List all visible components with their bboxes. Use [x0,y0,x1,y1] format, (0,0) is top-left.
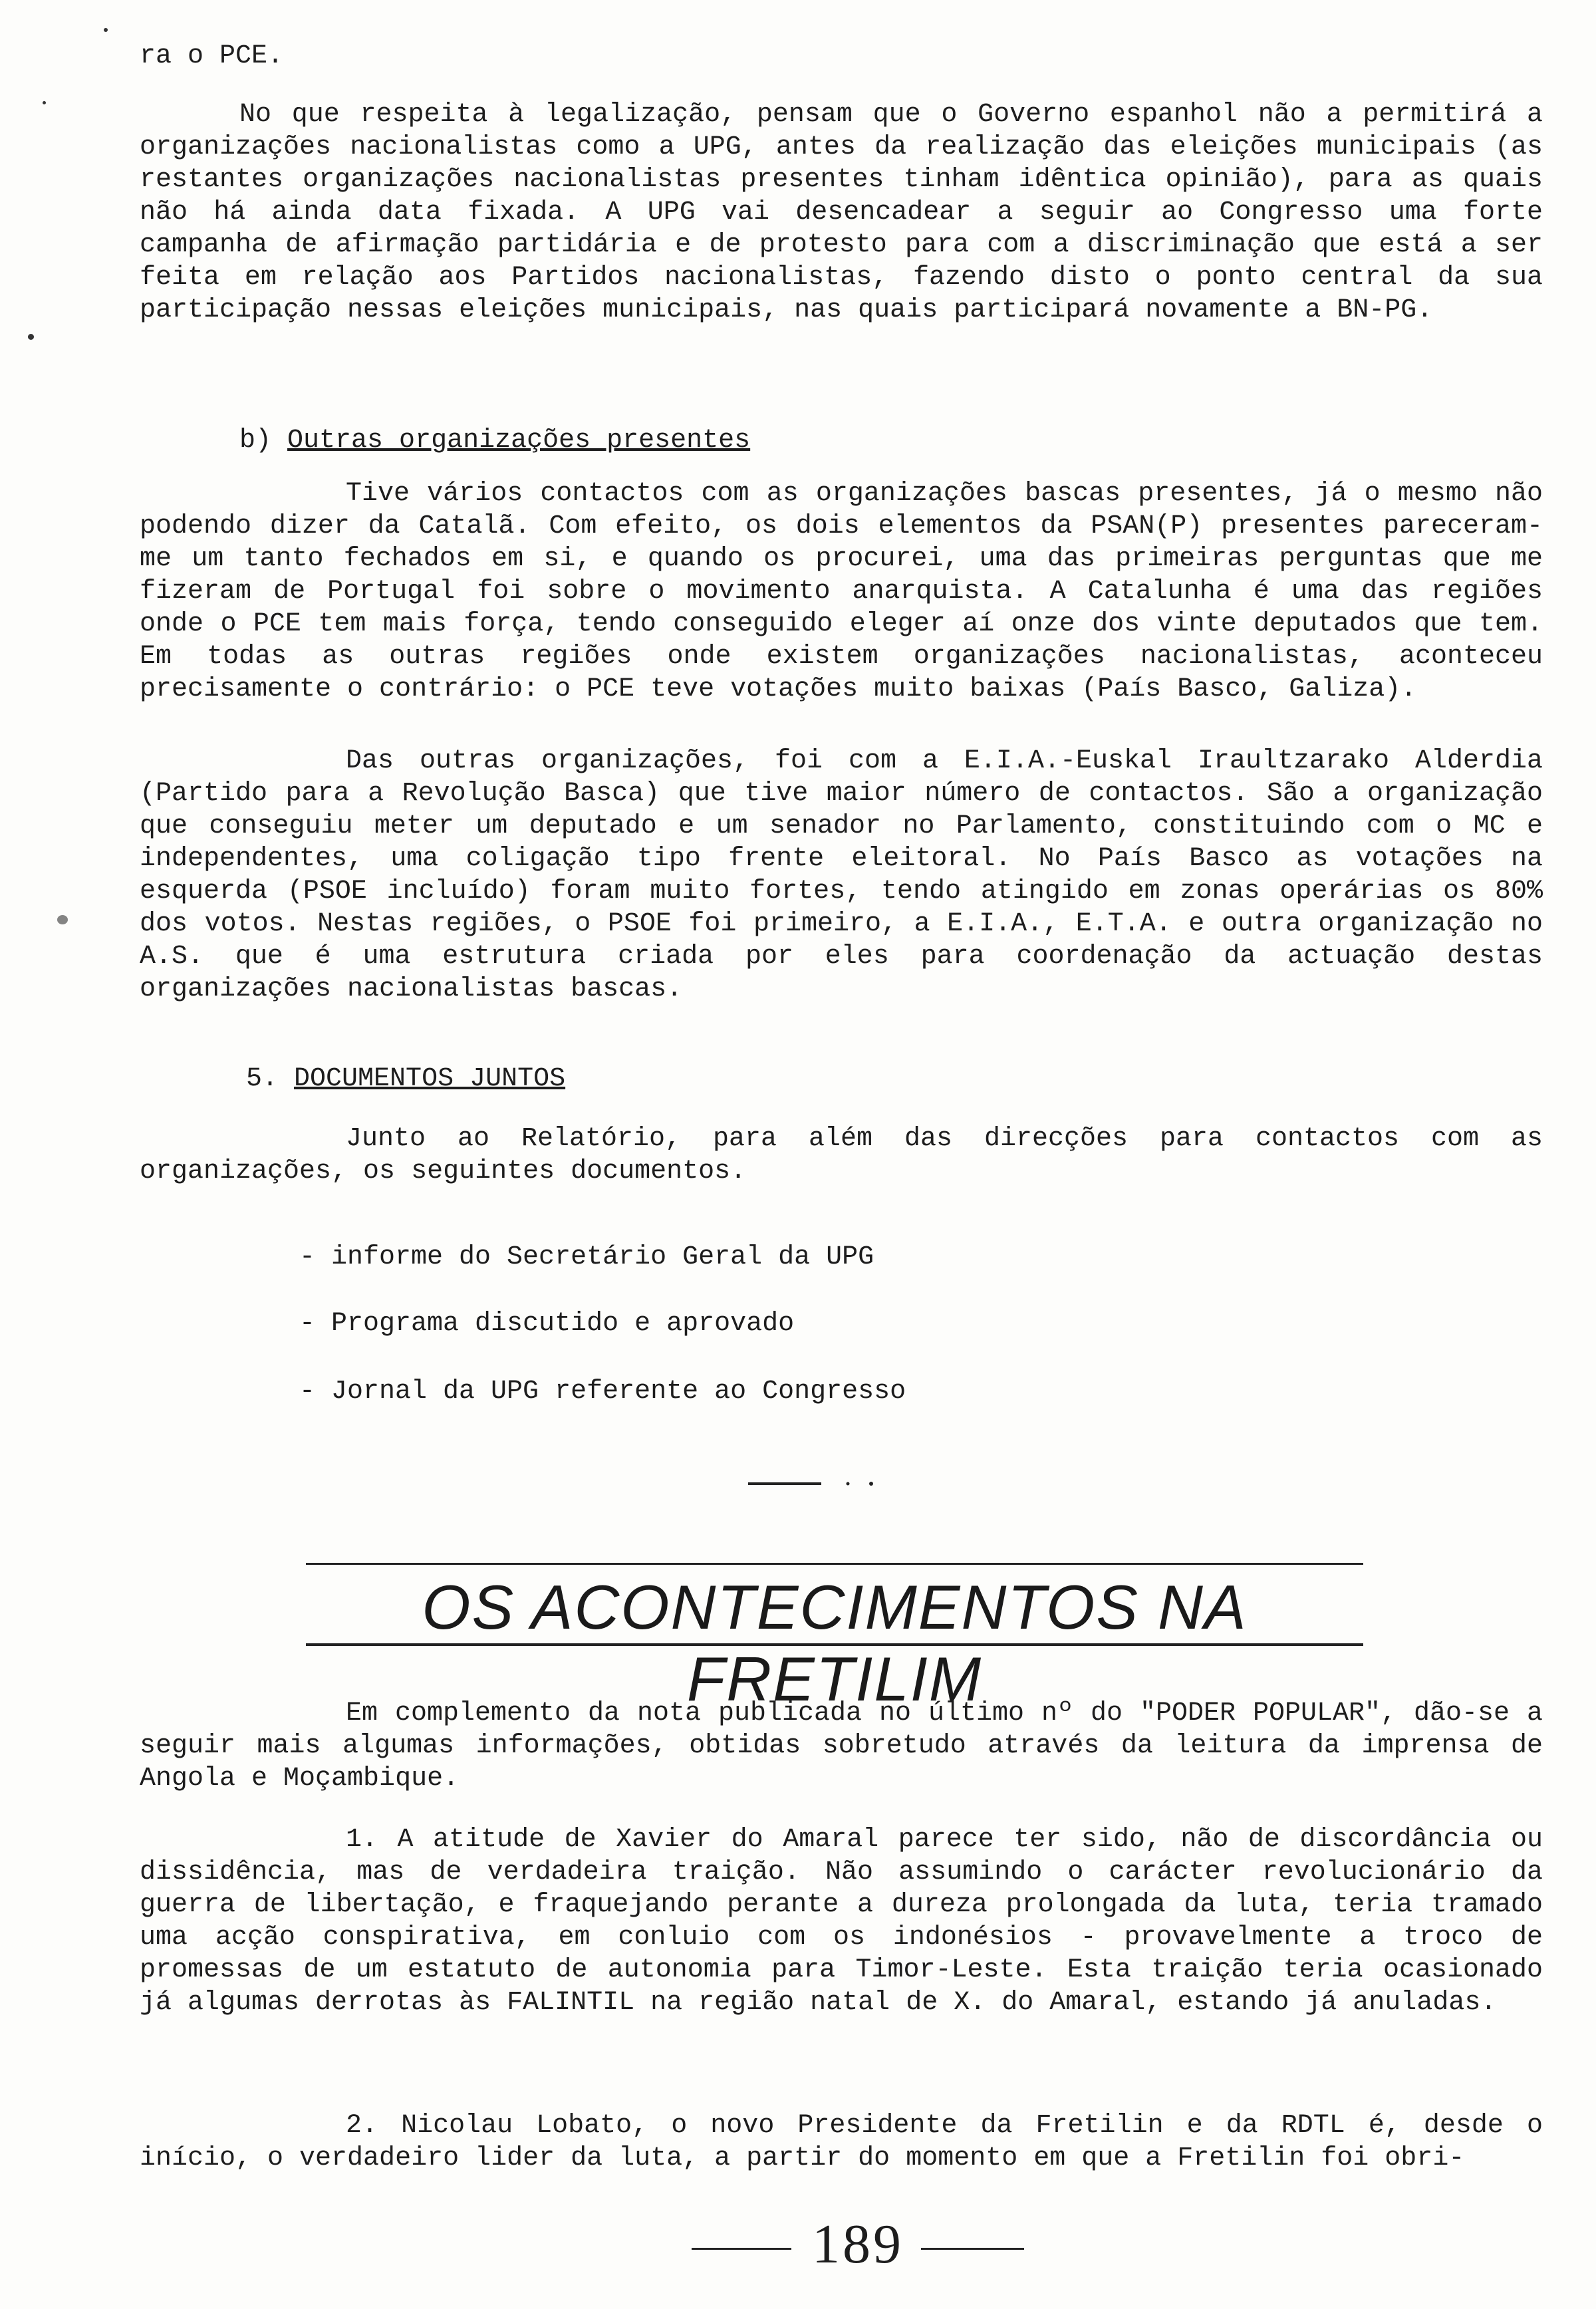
section-5-title: DOCUMENTOS JUNTOS [294,1064,566,1094]
eia-paragraph [140,745,1543,1006]
scan-speck [43,101,46,104]
scan-speck [57,915,68,924]
page-number-stamp [692,2207,1024,2280]
continuation-line: ra o PCE. [140,41,284,71]
point-2-text: 2. Nicolau Lobato, o novo Presidente da Fretilin e da RDTL é, desde o início, o verdadeiro lider da luta, a partir do momento em que a Fretilin foi obri- [140,2111,1543,2173]
section-5-heading [246,1064,565,1094]
eia-paragraph-text: Das outras organizações, foi com a E.I.A.-Euskal Iraultzarako Alderdia (Partido para a Revolução Basca) que tive maior número de contactos. São a organização que conseguiu meter um deputado e um senador no Parlamento, constituindo com o MC e independentes, uma coligação tipo frente eleitoral. No País Basco as votações na esquerda (PSOE incluído) foram muito fortes, tendo atingido em zonas operárias os 80% dos votos. Nestas regiões, o PSOE foi primeiro, a E.I.A., E.T.A. e outra organização no A.S. que é uma estrutura criada por eles para coordenação da actuação destas organizações nacionalistas bascas. [140,746,1543,1004]
point-1-paragraph [140,1824,1543,2019]
section-b-heading [239,426,750,456]
section-separator [748,1480,881,1487]
attachments-intro-text: Junto ao Relatório, para além das direcções para contactos com as organizações, os seguintes documentos. [140,1124,1543,1186]
page-number-dash-right [921,2248,1024,2250]
contacts-paragraph-text: Tive vários contactos com as organizações bascas presentes, já o mesmo não podendo dizer da Catalã. Com efeito, os dois elementos da PSAN(P) presentes pareceram-me um tanto fechados em si, e quando os procurei, uma das primeiras perguntas que me fizeram de Portugal foi sobre o movimento anarquista. A Catalunha é uma das regiões onde o PCE tem mais força, tendo conseguido eleger aí onze dos vinte deputados que tem. Em todas as outras regiões onde existem organizações nacionalistas, aconteceu precisamente o contrário: o PCE teve votações muito baixas (País Basco, Galiza). [140,479,1543,704]
scan-speck [104,28,108,32]
section-b-marker: b) [239,426,272,456]
attachment-item: - Programa discutido e aprovado [299,1309,795,1339]
point-2-paragraph [140,2109,1543,2175]
contacts-paragraph [140,477,1543,706]
intro-paragraph [140,1697,1543,1795]
article-title: OS ACONTECIMENTOS NA FRETILIM [422,1572,1248,1714]
section-5-marker: 5. [246,1064,279,1094]
page-number-dash-left [692,2248,791,2250]
attachment-item: - informe do Secretário Geral da UPG [299,1242,874,1272]
scan-speck [28,334,34,340]
page-number: 189 [812,2213,904,2275]
intro-paragraph-text: Em complemento da nota publicada no último nº do "PODER POPULAR", dão-se a seguir mais algumas informações, obtidas sobretudo através da leitura da imprensa de Angola e Moçambique. [140,1698,1543,1794]
attachments-intro [140,1123,1543,1188]
upg-paragraph-text: No que respeita à legalização, pensam que o Governo espanhol não a permitirá a organizações nacionalistas como a UPG, antes da realização das eleições municipais (as restantes organizações nacionalistas presentes tinham idêntica opinião), para as quais não há ainda data fixada. A UPG vai desencadear a seguir ao Congresso uma forte campanha de afirmação partidária e de protesto para com a discriminação que está a ser feita em relação aos Partidos nacionalistas, fazendo disto o ponto central da sua participação nessas eleições municipais, nas quais participará novamente a BN-PG. [140,100,1543,325]
section-b-title: Outras organizações presentes [287,426,751,456]
attachment-item: - Jornal da UPG referente ao Congresso [299,1377,906,1407]
point-1-text: 1. A atitude de Xavier do Amaral parece ter sido, não de discordância ou dissidência, mas de verdadeira traição. Não assumindo o carácter revolucionário da guerra de libertação, e fraquejando perante a dureza prolongada da luta, teria tramado uma acção conspirativa, em conluio com os indonésios - provavelmente a troco de promessas de um estatuto de autonomia para Timor-Leste. Esta traição teria ocasionado já algumas derrotas às FALINTIL na região natal de X. do Amaral, estando já anuladas. [140,1825,1543,2018]
article-title-banner [306,1563,1363,1714]
upg-paragraph [140,98,1543,327]
